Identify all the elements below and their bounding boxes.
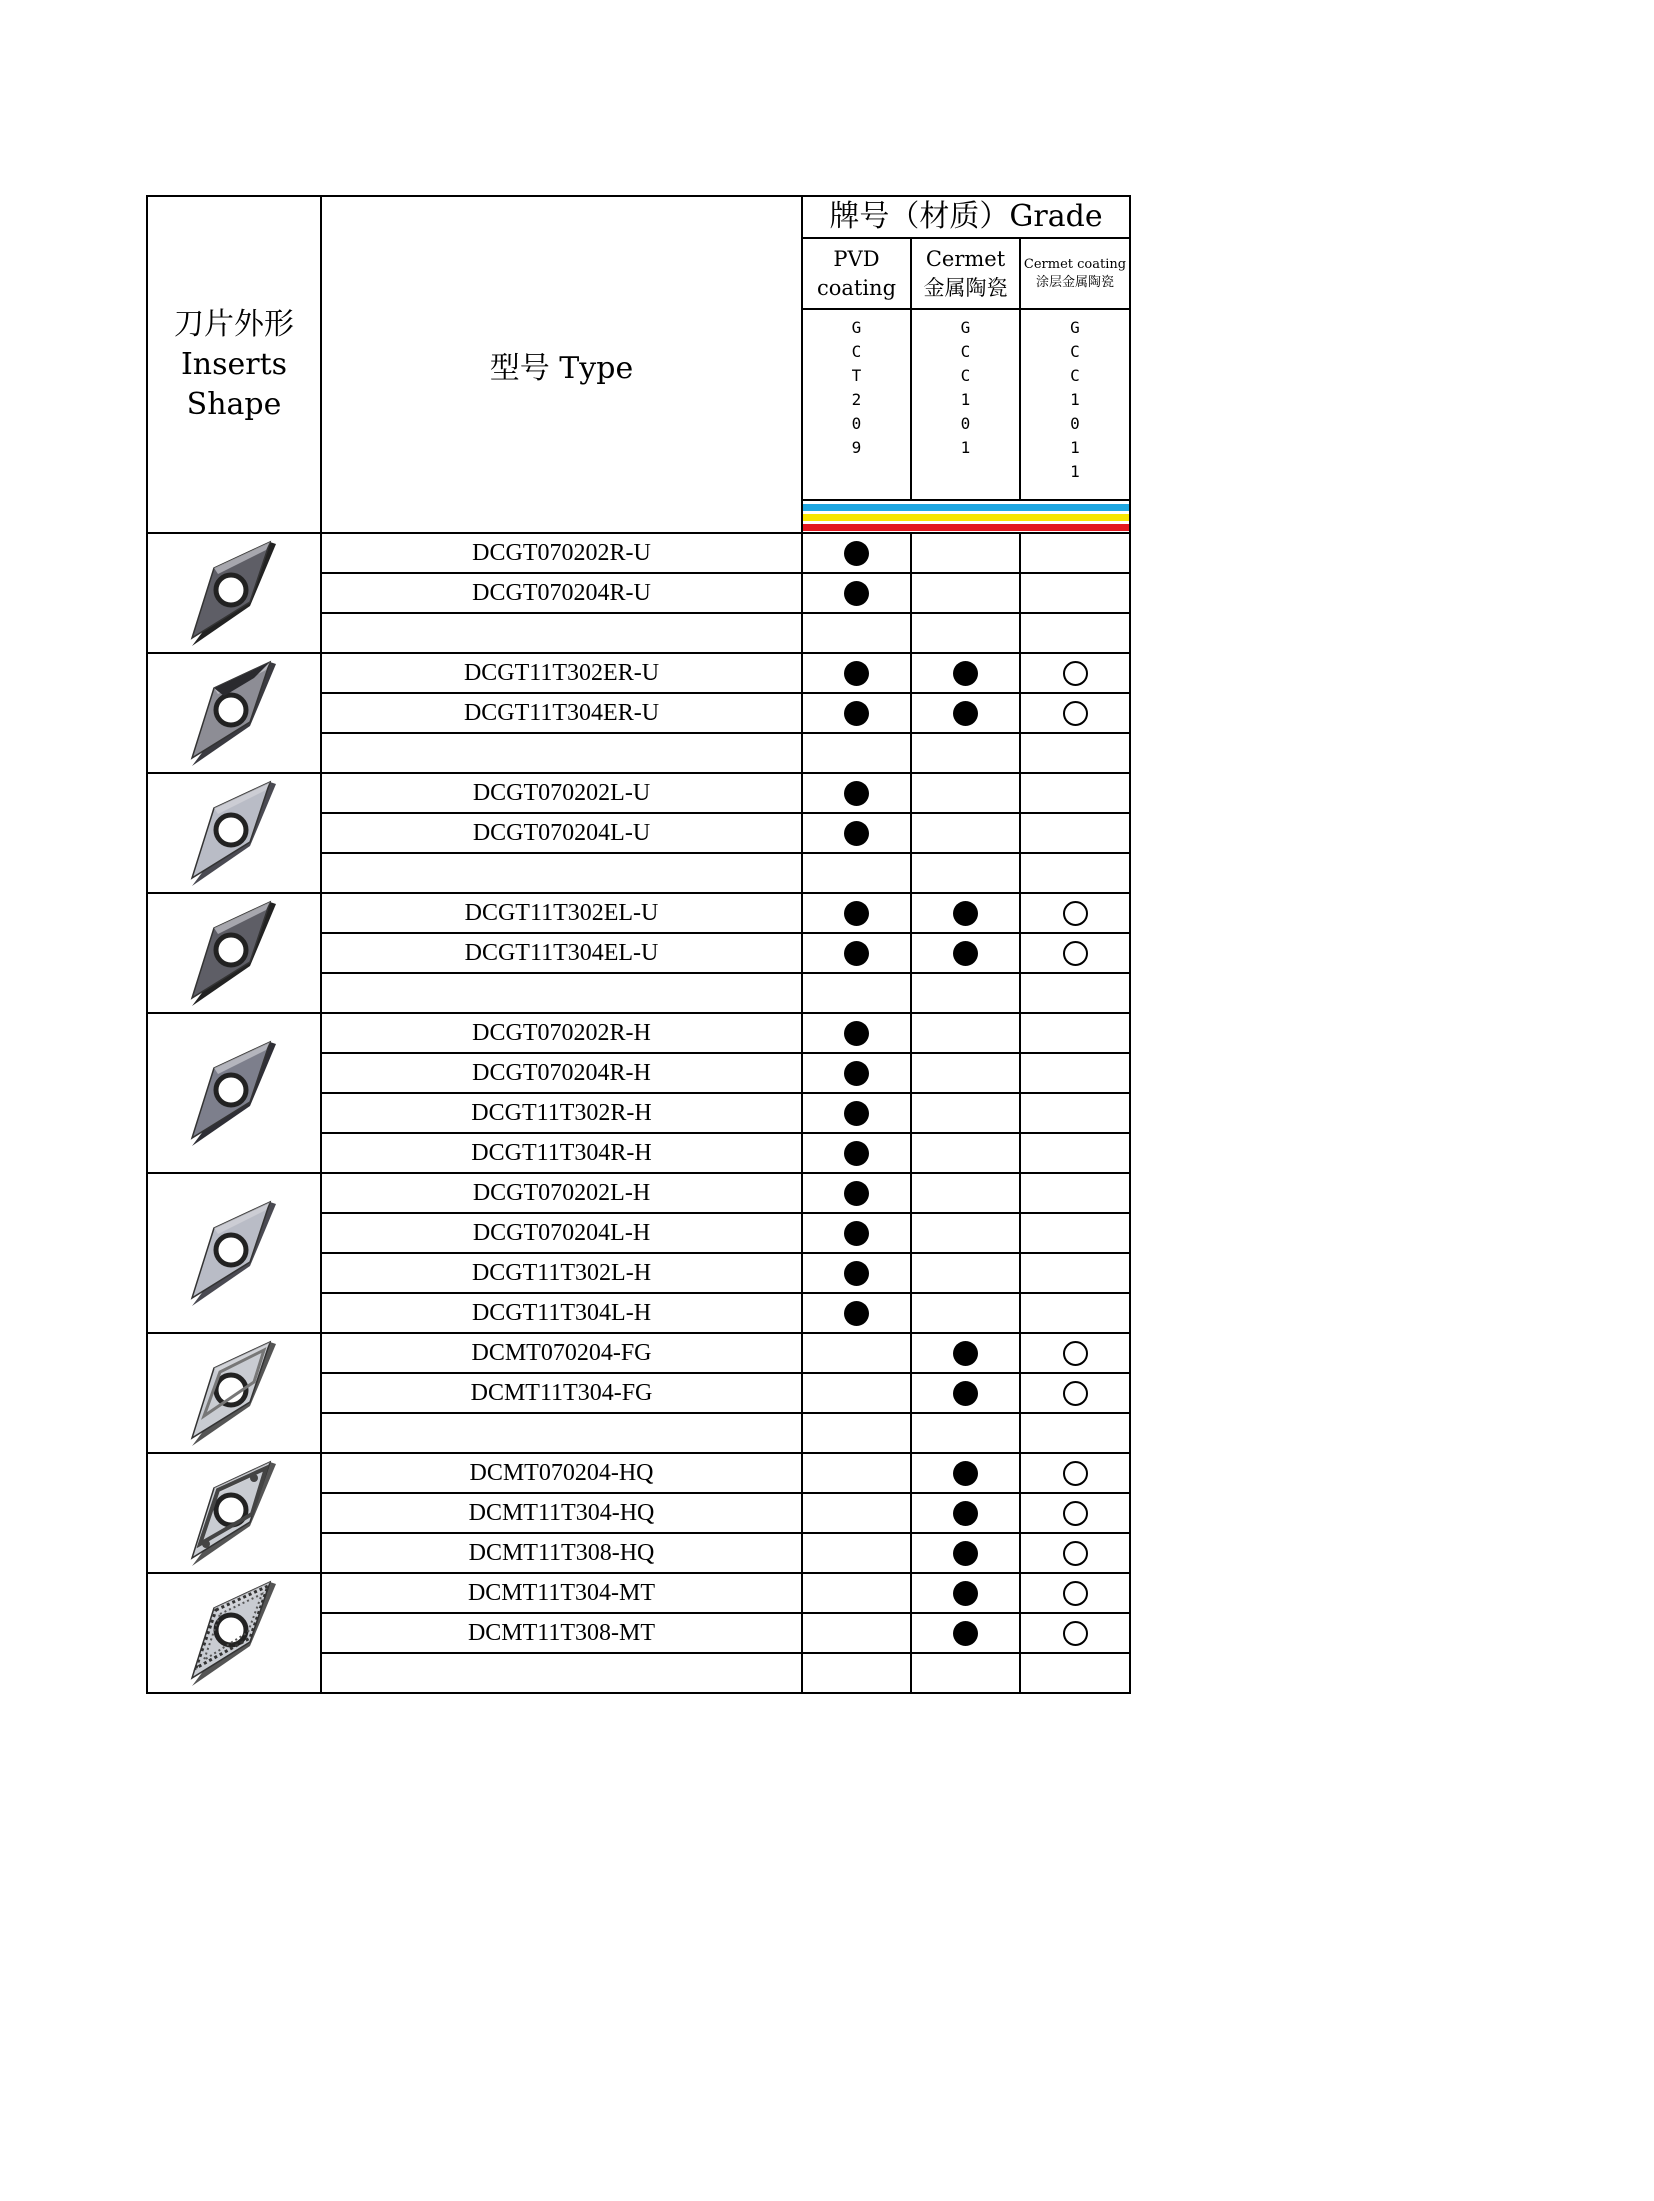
grade-name-line: coating bbox=[816, 275, 897, 300]
grade-availability-cell bbox=[1020, 813, 1130, 853]
type-cell: DCGT11T304L-H bbox=[321, 1293, 802, 1333]
open-circle-icon bbox=[1063, 1541, 1088, 1566]
filled-circle-icon bbox=[844, 1021, 869, 1046]
filled-circle-icon bbox=[844, 1301, 869, 1326]
type-cell bbox=[321, 1653, 802, 1693]
grade-code-char: C bbox=[960, 342, 971, 361]
type-cell: DCGT070202L-H bbox=[321, 1173, 802, 1213]
shape-header-line: 刀片外形 bbox=[174, 306, 294, 342]
grade-availability-cell bbox=[911, 1253, 1020, 1293]
grade-code-char: 1 bbox=[1070, 438, 1080, 457]
grade-availability-cell bbox=[1020, 1173, 1130, 1213]
insert-positive-dark-icon bbox=[148, 538, 320, 648]
open-circle-icon bbox=[1063, 1461, 1088, 1486]
open-circle-icon bbox=[1063, 1621, 1088, 1646]
open-circle-icon bbox=[1063, 1381, 1088, 1406]
grade-code-char: 1 bbox=[960, 390, 971, 409]
grade-availability-cell bbox=[911, 893, 1020, 933]
grade-availability-cell bbox=[802, 1613, 911, 1653]
type-cell: DCGT070204R-U bbox=[321, 573, 802, 613]
type-cell: DCGT070204L-H bbox=[321, 1213, 802, 1253]
open-circle-icon bbox=[1063, 1581, 1088, 1606]
inserts-shape-header bbox=[147, 196, 321, 533]
grade-code-char: 1 bbox=[960, 438, 971, 457]
grade-availability-cell bbox=[802, 573, 911, 613]
grade-availability-cell bbox=[1020, 733, 1130, 773]
type-cell: DCMT11T308-MT bbox=[321, 1613, 802, 1653]
grade-availability-cell bbox=[911, 1293, 1020, 1333]
grade-availability-cell bbox=[802, 1533, 911, 1573]
grade-availability-cell bbox=[911, 1053, 1020, 1093]
open-circle-icon bbox=[1063, 701, 1088, 726]
insert-positive-light-icon bbox=[148, 778, 320, 888]
type-cell bbox=[321, 613, 802, 653]
table-row bbox=[147, 1573, 1130, 1613]
type-cell: DCGT11T304ER-U bbox=[321, 693, 802, 733]
grade-name-cermet-coating bbox=[1020, 238, 1130, 309]
grade-availability-cell bbox=[1020, 853, 1130, 893]
grade-availability-cell bbox=[802, 1213, 911, 1253]
grade-availability-cell bbox=[802, 933, 911, 973]
grade-availability-cell bbox=[1020, 573, 1130, 613]
type-cell: DCMT070204-HQ bbox=[321, 1453, 802, 1493]
grade-code-char: G bbox=[1070, 318, 1080, 337]
grade-availability-cell bbox=[1020, 1133, 1130, 1173]
filled-circle-icon bbox=[844, 1221, 869, 1246]
grade-code-char: 2 bbox=[851, 390, 862, 409]
grade-availability-cell bbox=[911, 1133, 1020, 1173]
grade-availability-cell bbox=[802, 1173, 911, 1213]
color-bar-yellow bbox=[803, 514, 1129, 521]
insert-shape-cell bbox=[147, 533, 321, 653]
filled-circle-icon bbox=[953, 1381, 978, 1406]
open-circle-icon bbox=[1063, 661, 1088, 686]
insert-shape-cell bbox=[147, 1333, 321, 1453]
filled-circle-icon bbox=[953, 701, 978, 726]
grade-availability-cell bbox=[1020, 533, 1130, 573]
grade-availability-cell bbox=[1020, 1653, 1130, 1693]
grade-availability-cell bbox=[911, 1213, 1020, 1253]
insert-shape-cell bbox=[147, 653, 321, 773]
table-row bbox=[147, 653, 1130, 693]
insert-hq-chipbreaker-icon bbox=[148, 1458, 320, 1568]
filled-circle-icon bbox=[953, 1501, 978, 1526]
table-row bbox=[147, 1013, 1130, 1053]
grade-availability-cell bbox=[911, 933, 1020, 973]
grade-availability-cell bbox=[911, 613, 1020, 653]
grade-availability-cell bbox=[1020, 1613, 1130, 1653]
grade-availability-cell bbox=[1020, 1013, 1130, 1053]
type-cell: DCMT11T304-MT bbox=[321, 1573, 802, 1613]
filled-circle-icon bbox=[953, 941, 978, 966]
filled-circle-icon bbox=[953, 1341, 978, 1366]
open-circle-icon bbox=[1063, 901, 1088, 926]
table-row bbox=[147, 1333, 1130, 1373]
grade-header: 牌号（材质）Grade bbox=[802, 196, 1130, 238]
grade-availability-cell bbox=[1020, 773, 1130, 813]
grade-availability-cell bbox=[1020, 933, 1130, 973]
grade-code-char: 9 bbox=[851, 438, 862, 457]
grade-availability-cell bbox=[1020, 1253, 1130, 1293]
filled-circle-icon bbox=[844, 1061, 869, 1086]
grade-availability-cell bbox=[802, 1133, 911, 1173]
grade-availability-cell bbox=[911, 853, 1020, 893]
grade-availability-cell bbox=[911, 653, 1020, 693]
grade-code-char: C bbox=[1070, 342, 1080, 361]
grade-code-char: 0 bbox=[851, 414, 862, 433]
open-circle-icon bbox=[1063, 941, 1088, 966]
grade-availability-cell bbox=[911, 1333, 1020, 1373]
grade-availability-cell bbox=[1020, 973, 1130, 1013]
insert-shape-cell bbox=[147, 1013, 321, 1173]
type-cell bbox=[321, 1413, 802, 1453]
material-color-bars bbox=[802, 500, 1130, 533]
filled-circle-icon bbox=[953, 661, 978, 686]
grade-availability-cell bbox=[1020, 1413, 1130, 1453]
type-cell: DCGT11T302ER-U bbox=[321, 653, 802, 693]
grade-availability-cell bbox=[911, 693, 1020, 733]
open-circle-icon bbox=[1063, 1501, 1088, 1526]
grade-code-char: 0 bbox=[1070, 414, 1080, 433]
grade-availability-cell bbox=[1020, 1453, 1130, 1493]
type-header: 型号 Type bbox=[321, 196, 802, 533]
type-cell: DCMT070204-FG bbox=[321, 1333, 802, 1373]
type-cell: DCGT11T302EL-U bbox=[321, 893, 802, 933]
insert-shape-cell bbox=[147, 773, 321, 893]
grade-availability-cell bbox=[802, 613, 911, 653]
insert-positive-dark-icon bbox=[148, 898, 320, 1008]
type-cell: DCGT070202L-U bbox=[321, 773, 802, 813]
grade-availability-cell bbox=[911, 1533, 1020, 1573]
color-bar-blue bbox=[803, 504, 1129, 511]
grade-availability-cell bbox=[802, 973, 911, 1013]
grade-availability-cell bbox=[802, 853, 911, 893]
type-cell: DCGT11T304EL-U bbox=[321, 933, 802, 973]
grade-code-gct209 bbox=[802, 309, 911, 500]
open-circle-icon bbox=[1063, 1341, 1088, 1366]
grade-availability-cell bbox=[1020, 1213, 1130, 1253]
filled-circle-icon bbox=[844, 1261, 869, 1286]
grade-name-cermet bbox=[911, 238, 1020, 309]
grade-availability-cell bbox=[802, 773, 911, 813]
filled-circle-icon bbox=[844, 1181, 869, 1206]
grade-code-char: C bbox=[851, 342, 862, 361]
grade-availability-cell bbox=[911, 1653, 1020, 1693]
type-cell: DCGT11T304R-H bbox=[321, 1133, 802, 1173]
grade-availability-cell bbox=[802, 1253, 911, 1293]
color-bar-red bbox=[803, 524, 1129, 531]
filled-circle-icon bbox=[953, 1461, 978, 1486]
grade-availability-cell bbox=[911, 973, 1020, 1013]
grade-code-char: 0 bbox=[960, 414, 971, 433]
grade-availability-cell bbox=[911, 1613, 1020, 1653]
grade-availability-cell bbox=[802, 1093, 911, 1133]
type-cell: DCMT11T308-HQ bbox=[321, 1533, 802, 1573]
filled-circle-icon bbox=[844, 661, 869, 686]
grade-availability-cell bbox=[911, 773, 1020, 813]
type-cell: DCGT070202R-U bbox=[321, 533, 802, 573]
table-row bbox=[147, 1453, 1130, 1493]
table-row bbox=[147, 773, 1130, 813]
insert-positive-chipbreaker-icon bbox=[148, 658, 320, 768]
grade-name-line: 金属陶瓷 bbox=[923, 275, 1008, 300]
grade-code-char: G bbox=[851, 318, 862, 337]
table-row bbox=[147, 1173, 1130, 1213]
insert-shape-cell bbox=[147, 1453, 321, 1573]
grade-availability-cell bbox=[911, 733, 1020, 773]
filled-circle-icon bbox=[844, 581, 869, 606]
grade-availability-cell bbox=[802, 1373, 911, 1413]
grade-name-pvd bbox=[802, 238, 911, 309]
grade-availability-cell bbox=[802, 1573, 911, 1613]
shape-header-line: Shape bbox=[186, 386, 282, 422]
grade-availability-cell bbox=[1020, 1093, 1130, 1133]
filled-circle-icon bbox=[953, 901, 978, 926]
grade-availability-cell bbox=[911, 1093, 1020, 1133]
grade-availability-cell bbox=[1020, 1493, 1130, 1533]
insert-fg-chipbreaker-icon bbox=[148, 1338, 320, 1448]
grade-availability-cell bbox=[1020, 1293, 1130, 1333]
grade-availability-cell bbox=[911, 813, 1020, 853]
shape-header-line: Inserts bbox=[180, 346, 288, 382]
grade-code-char: 1 bbox=[1070, 462, 1080, 481]
filled-circle-icon bbox=[844, 941, 869, 966]
grade-availability-cell bbox=[1020, 693, 1130, 733]
filled-circle-icon bbox=[844, 821, 869, 846]
grade-availability-cell bbox=[1020, 653, 1130, 693]
type-cell bbox=[321, 853, 802, 893]
type-cell: DCGT070204R-H bbox=[321, 1053, 802, 1093]
grade-table bbox=[146, 195, 1131, 1694]
grade-name-line: Cermet bbox=[925, 246, 1006, 271]
grade-availability-cell bbox=[911, 1573, 1020, 1613]
grade-availability-cell bbox=[802, 1453, 911, 1493]
grade-name-line: 涂层金属陶瓷 bbox=[1035, 274, 1114, 290]
filled-circle-icon bbox=[844, 781, 869, 806]
grade-availability-cell bbox=[911, 1413, 1020, 1453]
filled-circle-icon bbox=[953, 1621, 978, 1646]
table-row bbox=[147, 893, 1130, 933]
grade-code-char: G bbox=[960, 318, 971, 337]
type-cell: DCMT11T304-HQ bbox=[321, 1493, 802, 1533]
grade-availability-cell bbox=[802, 653, 911, 693]
insert-shape-cell bbox=[147, 893, 321, 1013]
insert-positive-grey-icon bbox=[148, 1038, 320, 1148]
grade-availability-cell bbox=[911, 1493, 1020, 1533]
grade-availability-cell bbox=[1020, 1573, 1130, 1613]
filled-circle-icon bbox=[953, 1541, 978, 1566]
grade-availability-cell bbox=[1020, 1053, 1130, 1093]
type-cell: DCGT11T302L-H bbox=[321, 1253, 802, 1293]
grade-name-line: Cermet coating bbox=[1023, 256, 1127, 272]
grade-availability-cell bbox=[802, 813, 911, 853]
type-cell: DCMT11T304-FG bbox=[321, 1373, 802, 1413]
filled-circle-icon bbox=[844, 541, 869, 566]
grade-availability-cell bbox=[911, 1173, 1020, 1213]
type-cell bbox=[321, 973, 802, 1013]
grade-availability-cell bbox=[911, 1013, 1020, 1053]
filled-circle-icon bbox=[844, 701, 869, 726]
insert-mt-chipbreaker-icon bbox=[148, 1578, 320, 1688]
grade-availability-cell bbox=[802, 893, 911, 933]
insert-shape-cell bbox=[147, 1173, 321, 1333]
grade-availability-cell bbox=[1020, 1333, 1130, 1373]
grade-code-char: T bbox=[851, 366, 862, 385]
type-cell: DCGT070204L-U bbox=[321, 813, 802, 853]
type-cell: DCGT070202R-H bbox=[321, 1013, 802, 1053]
filled-circle-icon bbox=[844, 901, 869, 926]
grade-availability-cell bbox=[911, 1453, 1020, 1493]
grade-availability-cell bbox=[802, 1013, 911, 1053]
grade-code-gcc101 bbox=[911, 309, 1020, 500]
grade-code-char: C bbox=[960, 366, 971, 385]
grade-availability-cell bbox=[802, 733, 911, 773]
grade-availability-cell bbox=[911, 533, 1020, 573]
grade-name-line: PVD bbox=[833, 246, 880, 271]
grade-availability-cell bbox=[802, 533, 911, 573]
type-cell bbox=[321, 733, 802, 773]
filled-circle-icon bbox=[844, 1141, 869, 1166]
grade-availability-cell bbox=[802, 693, 911, 733]
grade-availability-cell bbox=[802, 1413, 911, 1453]
grade-code-gcc1011 bbox=[1020, 309, 1130, 500]
grade-availability-cell bbox=[1020, 613, 1130, 653]
grade-code-char: 1 bbox=[1070, 390, 1080, 409]
grade-availability-cell bbox=[802, 1293, 911, 1333]
table-row bbox=[147, 533, 1130, 573]
grade-availability-cell bbox=[1020, 1533, 1130, 1573]
grade-availability-cell bbox=[1020, 1373, 1130, 1413]
grade-availability-cell bbox=[1020, 893, 1130, 933]
filled-circle-icon bbox=[953, 1581, 978, 1606]
insert-positive-light-icon bbox=[148, 1198, 320, 1308]
type-cell: DCGT11T302R-H bbox=[321, 1093, 802, 1133]
grade-availability-cell bbox=[802, 1493, 911, 1533]
grade-availability-cell bbox=[802, 1053, 911, 1093]
grade-availability-cell bbox=[802, 1653, 911, 1693]
grade-code-char: C bbox=[1070, 366, 1080, 385]
grade-availability-cell bbox=[802, 1333, 911, 1373]
grade-availability-cell bbox=[911, 1373, 1020, 1413]
grade-availability-cell bbox=[911, 573, 1020, 613]
insert-shape-cell bbox=[147, 1573, 321, 1693]
filled-circle-icon bbox=[844, 1101, 869, 1126]
